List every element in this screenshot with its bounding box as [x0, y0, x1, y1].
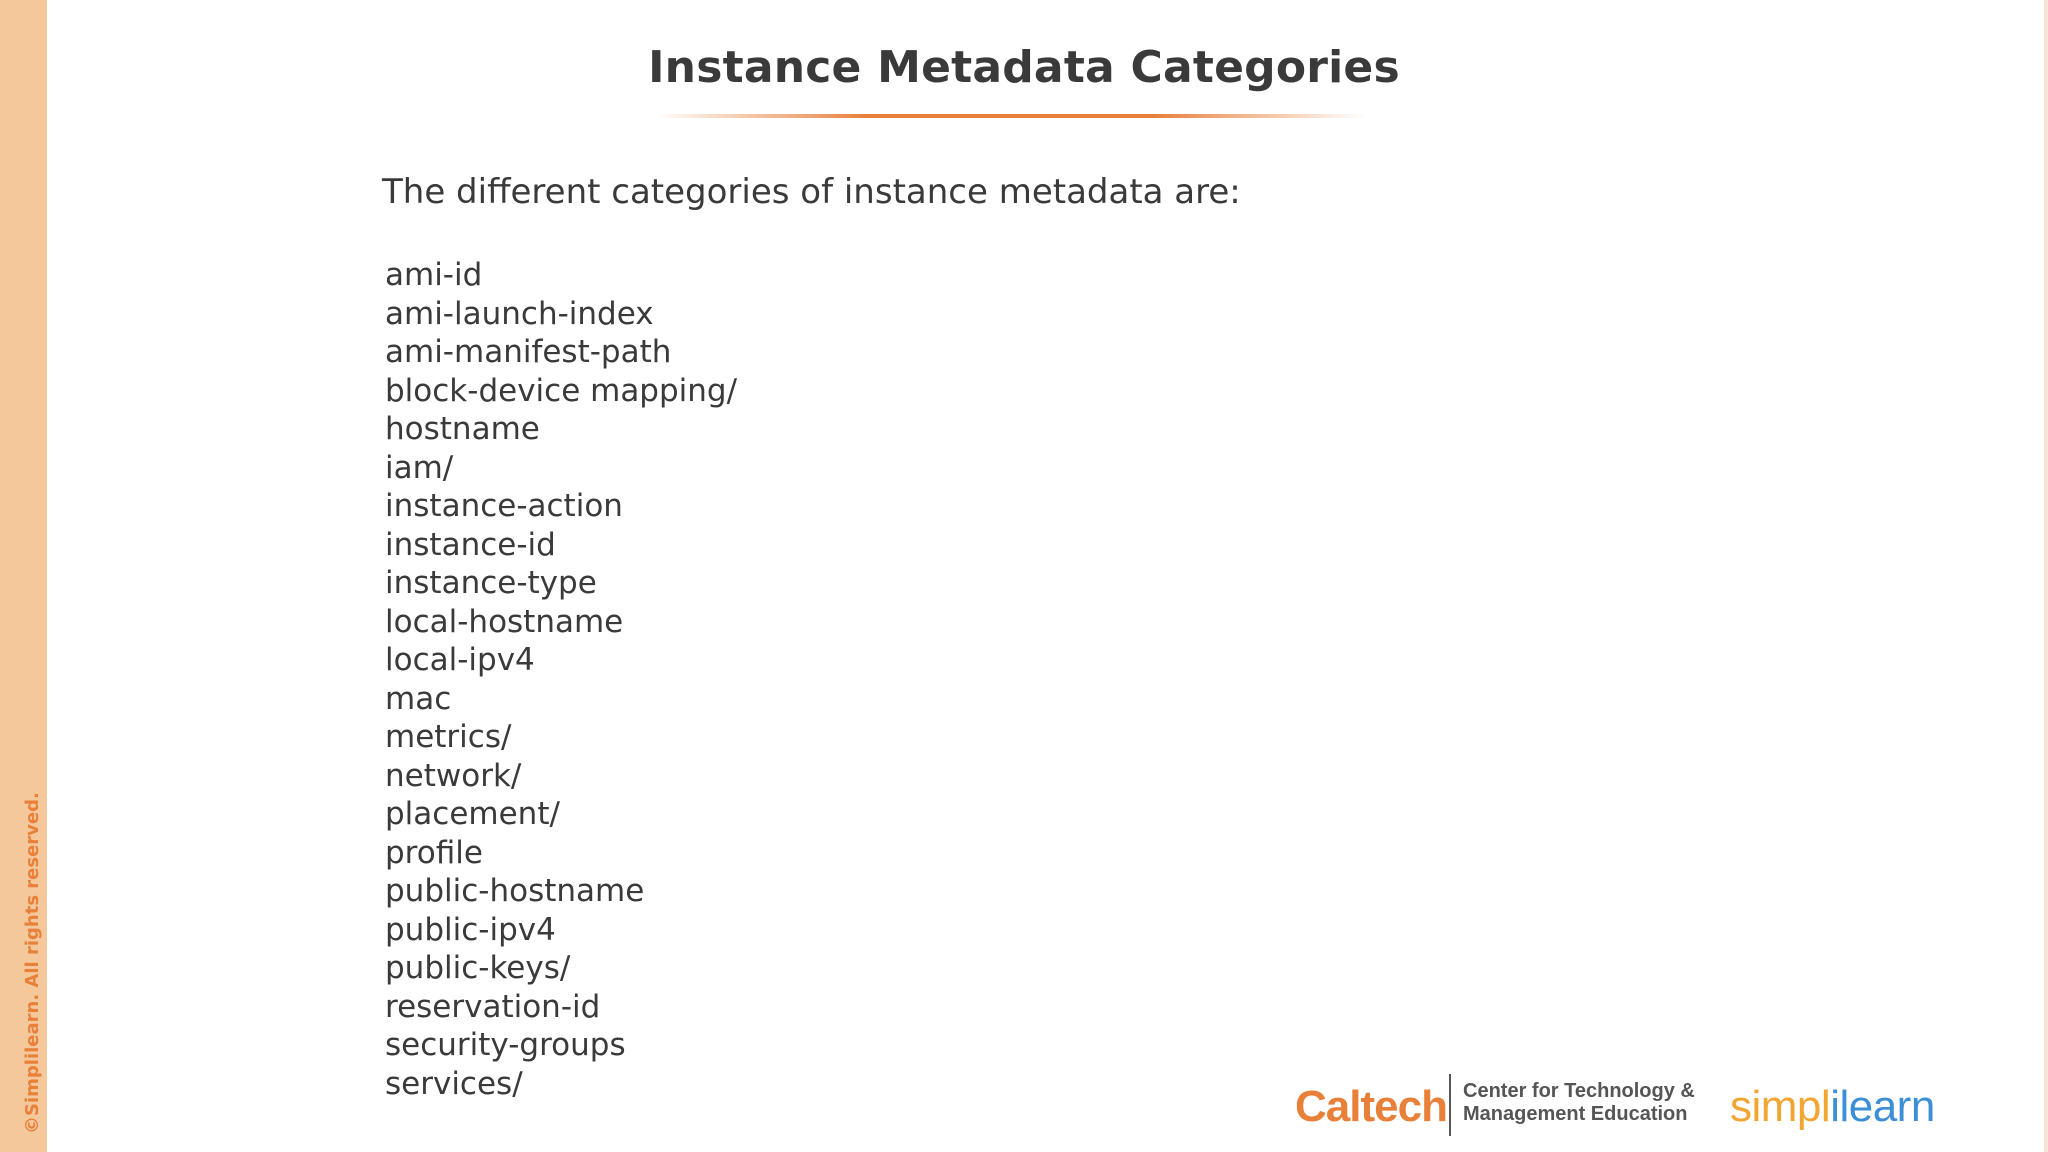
- caltech-subtitle-line1: Center for Technology &: [1463, 1080, 1695, 1102]
- list-item: public-keys/: [385, 950, 571, 986]
- list-item: hostname: [385, 411, 540, 447]
- category-list: [385, 256, 737, 1103]
- list-item: ami-manifest-path: [385, 334, 672, 370]
- slide-title: Instance Metadata Categories: [648, 42, 1400, 93]
- simplilearn-logo-part1: simpl: [1730, 1082, 1831, 1131]
- list-item: local-hostname: [385, 603, 624, 640]
- list-item: metrics/: [385, 719, 512, 755]
- title-underline: [655, 114, 1365, 118]
- list-item: instance-id: [385, 526, 556, 563]
- list-item: instance-action: [385, 488, 623, 524]
- list-item: iam/: [385, 449, 454, 486]
- caltech-subtitle: [1463, 1080, 1695, 1126]
- footer-logos: [1295, 1068, 1975, 1138]
- caltech-subtitle-line2: Management Education: [1463, 1103, 1688, 1125]
- list-item: mac: [385, 680, 452, 717]
- copyright-notice: ©Simplilearn. All rights reserved.: [22, 792, 43, 1134]
- right-edge-line: [2044, 0, 2048, 1152]
- list-item: local-ipv4: [385, 642, 535, 678]
- list-item: public-ipv4: [385, 911, 556, 948]
- simplilearn-logo-part2: i: [1830, 1082, 1840, 1131]
- list-item: ami-id: [385, 257, 483, 293]
- logo-divider: [1449, 1074, 1451, 1136]
- list-item: network/: [385, 757, 522, 794]
- simplilearn-logo-part3: learn: [1839, 1082, 1935, 1131]
- list-item: public-hostname: [385, 873, 645, 909]
- list-item: block-device mapping/: [385, 372, 738, 409]
- list-item: services/: [385, 1065, 523, 1102]
- list-item: profile: [385, 834, 483, 871]
- list-item: ami-launch-index: [385, 295, 654, 332]
- list-item: placement/: [385, 796, 560, 832]
- intro-text: The different categories of instance metadata are:: [382, 172, 1241, 212]
- list-item: instance-type: [385, 565, 597, 601]
- list-item: reservation-id: [385, 988, 601, 1025]
- simplilearn-logo: [1730, 1082, 1935, 1132]
- caltech-logo: Caltech: [1295, 1082, 1447, 1131]
- list-item: security-groups: [385, 1027, 626, 1063]
